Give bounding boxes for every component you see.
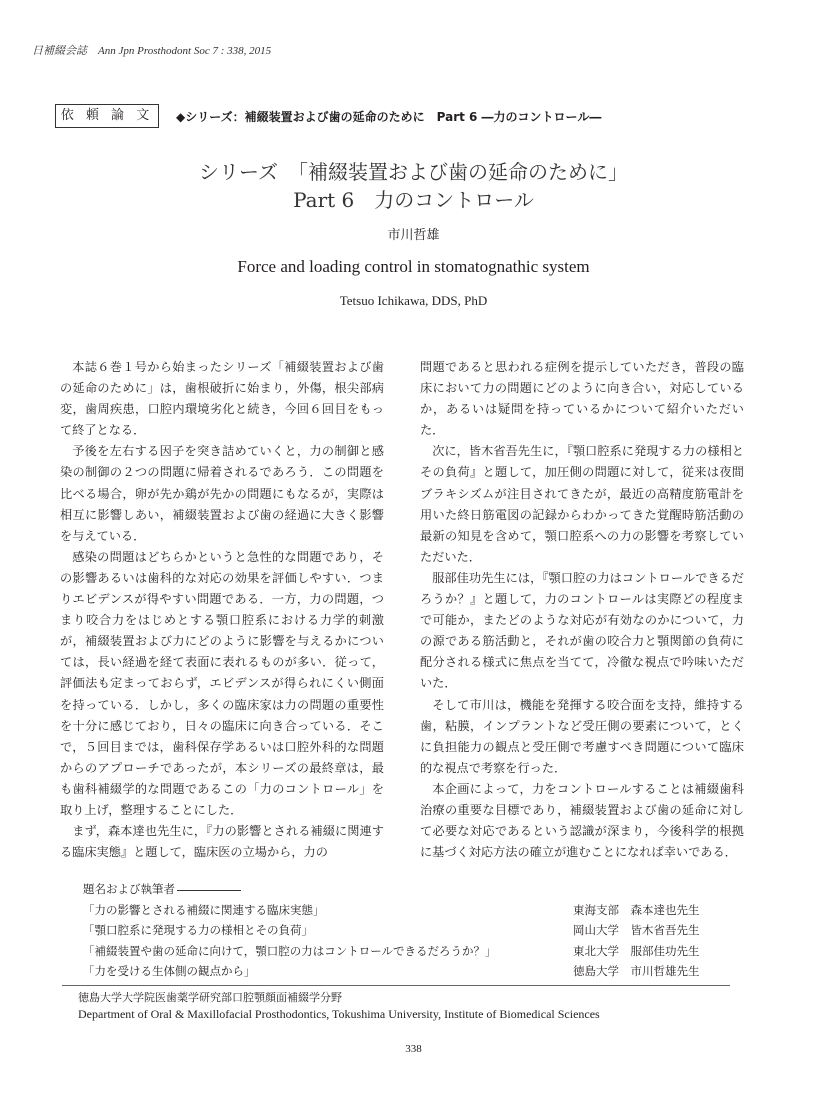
contributor-row	[83, 920, 723, 941]
contributors-heading-text: 題名および執筆者	[83, 882, 175, 896]
journal-citation: 日補綴会誌 Ann Jpn Prosthodont Soc 7 : 338, 2015	[32, 45, 272, 57]
contributor-row	[83, 900, 723, 921]
contributor-affiliation: 東北大学 服部佳功先生	[573, 943, 700, 958]
paragraph: 問題であると思われる症例を提示していただき，普段の臨床において力の問題にどのように向き合い，対応しているか，あるいは疑問を持っているかについて紹介いただいた．	[420, 360, 744, 438]
author-affiliation	[78, 989, 600, 1023]
heading-rule	[177, 890, 241, 891]
paragraph: そして市川は，機能を発揮する咬合面を支持，維持する歯，粘膜，インプラントなど受圧側の要素について，とくに負担能力の観点と受圧側で考慮すべき問題について臨床的な視点で考察を行った．	[420, 697, 744, 775]
article-type-label: 依 頼 論 文	[55, 104, 159, 128]
paragraph: 予後を左右する因子を突き詰めていくと，力の制御と感染の制御の２つの問題に帰着されるであろう．この問題を比べる場合，卵が先か鶏が先かの問題にもなるが，実際は相互に影響しあい，補綴装置および歯の経過に大きく影響を与えている．	[60, 444, 384, 543]
contributor-affiliation: 徳島大学 市川哲雄先生	[573, 964, 700, 979]
affiliation-english: Department of Oral & Maxillofacial Prosthodontics, Tokushima University, Institute of Biomedical Sciences	[78, 1007, 600, 1021]
author-japanese: 市川哲雄	[387, 228, 440, 243]
paragraph: 次に，皆木省吾先生に，『顎口腔系に発現する力の様相とその負荷』と題して，加圧側の問題に対して，従来は夜間ブラキシズムが注目されてきたが，最近の高精度筋電計を用いた終日筋電図の記録からわかってきた覚醒時筋活動の最新の知見を含めて，顎口腔系への力の影響を考察していただいた．	[420, 444, 744, 564]
paragraph: 本企画によって，力をコントロールすることは補綴歯科治療の重要な目標であり，補綴装置および歯の延命に対して必要な対応であるという認識が深まり，今後科学的根拠に基づく対応方法の確立が進むことになれば幸いである．	[420, 781, 744, 860]
paragraph: 本誌６巻１号から始まったシリーズ「補綴装置および歯の延命のために」は，歯根破折に始まり，外傷，根尖部病変，歯周疾患，口腔内環境劣化と続き，今回６回目をもって終了となる．	[60, 360, 384, 438]
paragraph: まず，森本達也先生に，『力の影響とされる補綴に関連する臨床実態』と題して，臨床医の立場から，力の	[60, 824, 384, 860]
author-english: Tetsuo Ichikawa, DDS, PhD	[339, 293, 488, 308]
affiliation-japanese: 徳島大学大学院医歯薬学研究部口腔顎顔面補綴学分野	[78, 991, 342, 1004]
english-title: Force and loading control in stomatognathic system	[237, 257, 590, 276]
contributor-affiliation: 東海支部 森本達也先生	[573, 902, 700, 917]
contribution-title: 「顎口腔系に発現する力の様相とその負荷」	[83, 923, 313, 938]
contribution-title: 「力の影響とされる補綴に関連する臨床実態」	[83, 902, 325, 917]
contributor-affiliation: 岡山大学 皆木省吾先生	[573, 923, 700, 938]
contribution-title: 「力を受ける生体側の観点から」	[83, 964, 256, 979]
series-header: ◆シリーズ：補綴装置および歯の延命のために Part 6 ―力のコントロール―	[176, 110, 602, 124]
contribution-title: 「補綴装置や歯の延命に向けて，顎口腔の力はコントロールできるだろうか？」	[83, 943, 497, 958]
body-column-left	[60, 357, 384, 863]
contributor-row	[83, 941, 723, 962]
page-number: 338	[405, 1043, 422, 1055]
paragraph: 服部佳功先生には，『顎口腔の力はコントロールできるだろうか？』と題して，力のコントロールは実際どの程度まで可能か，またどのような対応が有効なのかについて，力の源である筋活動と，それが歯の咬合力と顎関節の負荷に配分される様式に焦点を当てて，冷徹な視点で吟味いただいた．	[420, 570, 744, 691]
paragraph: 感染の問題はどちらかというと急性的な問題であり，その影響あるいは歯科的な対応の効果を評価しやすい．つまりエビデンスが得やすい問題である．一方，力の問題，つまり咬合力をはじめとする顎口腔系における力学的刺激が，補綴装置および力にどのように影響を与えるかについては，長い経過を経て表面に表れるものが多い．従って，評価法も定まっておらず，エビデンスが得られにくい側面を持っている．しかし，多くの臨床家は力の問題の重要性を十分に感じており，日々の臨床に向き合っている．そこで，５回目までは，歯科保存学あるいは口腔外科的な問題からのアプローチであったが，本シリーズの最終章は，最も歯科補綴学的な問題であるこの「力のコントロール」を取り上げ，整理することにした．	[60, 549, 384, 817]
body-column-right	[420, 357, 744, 863]
footnote-divider	[62, 985, 730, 986]
title-line-1: シリーズ 「補綴装置および歯の延命のために」	[199, 160, 628, 184]
title-line-2: Part 6 力のコントロール	[293, 188, 534, 212]
contributor-row	[83, 961, 723, 982]
contributors-heading	[83, 879, 723, 900]
contributors-list	[83, 879, 723, 982]
